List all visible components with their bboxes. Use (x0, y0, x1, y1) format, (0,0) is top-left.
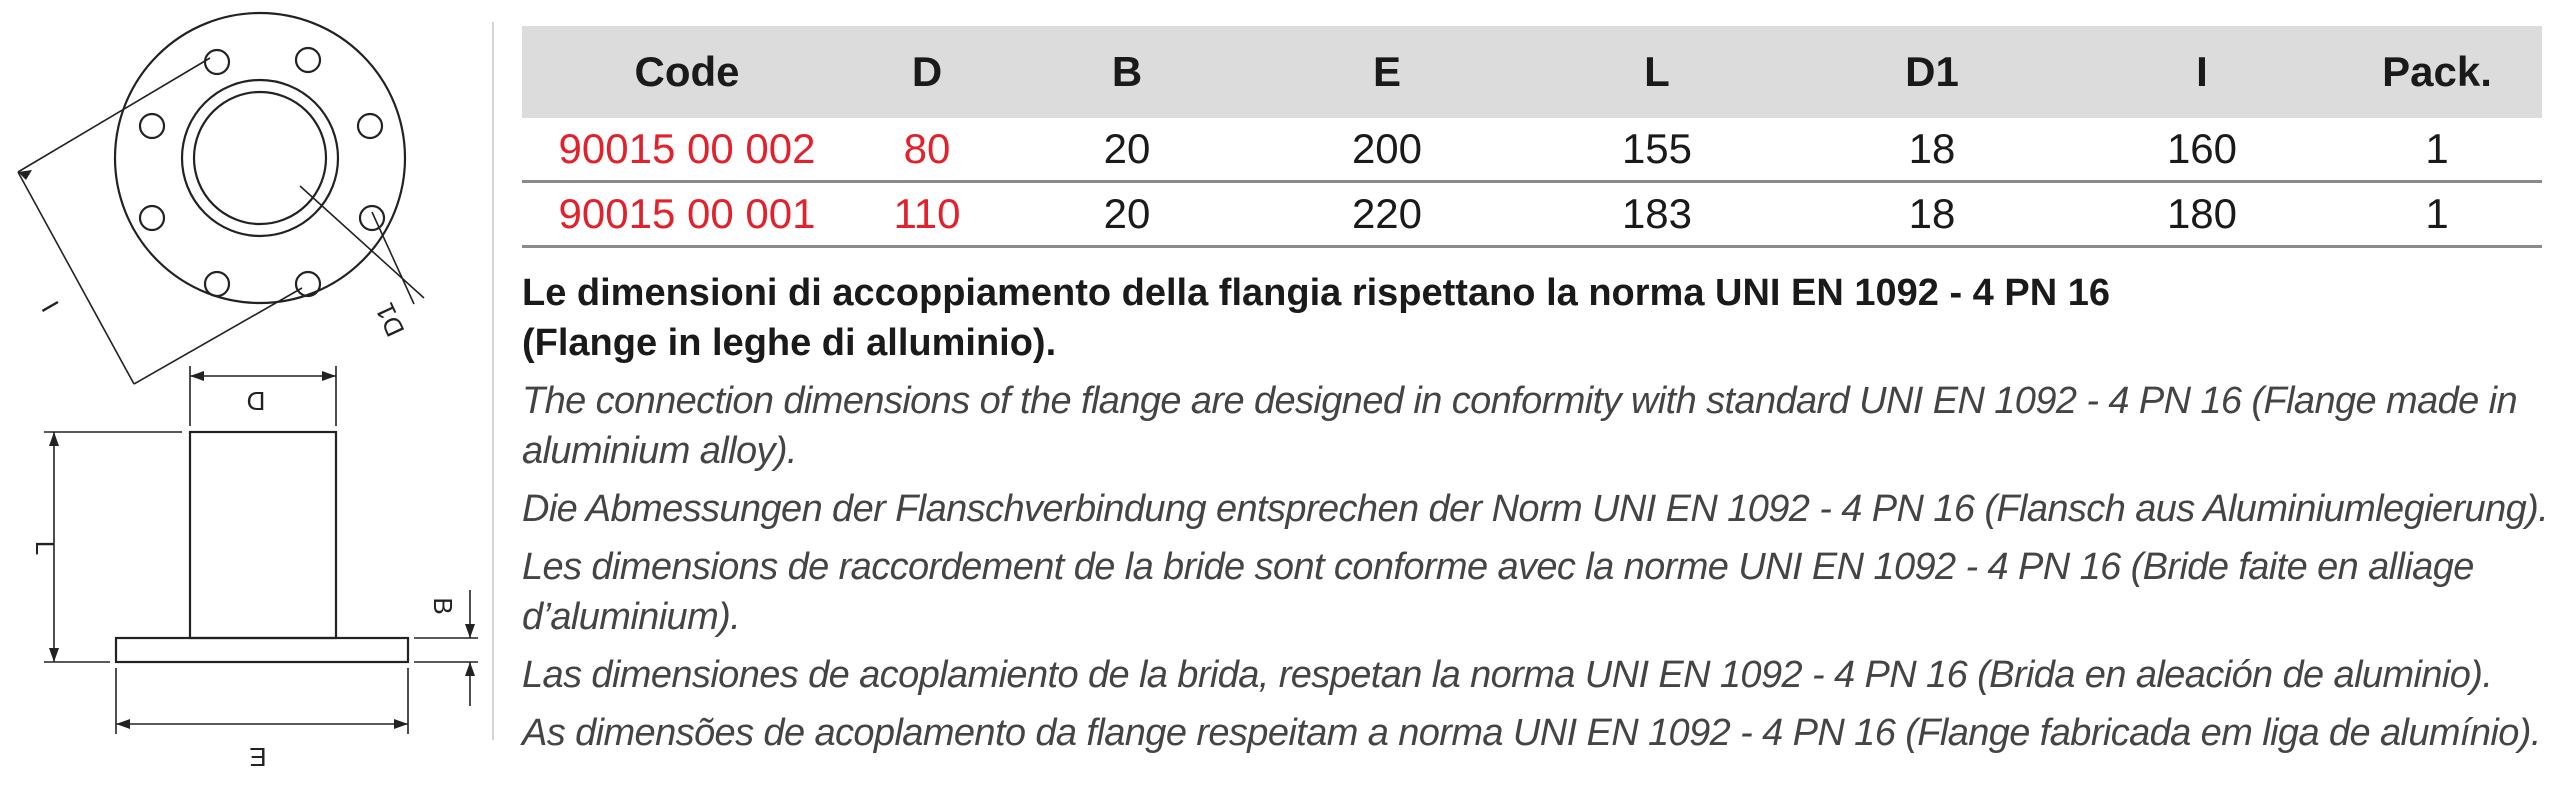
bolt-hole (140, 206, 164, 230)
dim-label-d1: D1 (369, 298, 411, 342)
note-italian (522, 268, 2552, 368)
header-l: L (1522, 26, 1792, 118)
header-pack: Pack. (2332, 26, 2542, 118)
vertical-divider (492, 22, 494, 740)
cell-e: 220 (1252, 182, 1522, 247)
bolt-hole (140, 114, 164, 138)
cell-pack: 1 (2332, 118, 2542, 182)
pipe-body (190, 432, 336, 638)
cell-d1: 18 (1792, 118, 2072, 182)
cell-i: 160 (2072, 118, 2332, 182)
bolt-hole (358, 114, 382, 138)
header-code: Code (522, 26, 852, 118)
dim-label-e: E (249, 742, 267, 772)
cell-l: 155 (1522, 118, 1792, 182)
table-row (522, 118, 2542, 182)
dim-label-b: B (428, 597, 458, 615)
bolt-hole (205, 272, 229, 296)
flange-plate (116, 638, 408, 662)
flange-technical-drawing (0, 0, 490, 786)
flange-bore-circle (194, 92, 326, 224)
cell-d: 110 (852, 182, 1002, 247)
bolt-hole (296, 272, 320, 296)
flange-hub-outer-circle (182, 80, 338, 236)
cell-code: 90015 00 002 (522, 118, 852, 182)
table-header-row (522, 26, 2542, 118)
dim-label-i: I (35, 295, 66, 318)
cell-l: 183 (1522, 182, 1792, 247)
cell-d1: 18 (1792, 182, 2072, 247)
note-german: Die Abmessungen der Flanschverbindung entsprechen der Norm UNI EN 1092 - 4 PN 16 (Flansch aus Aluminiumlegierung). (522, 488, 2549, 530)
bolt-hole (360, 206, 384, 230)
table-row (522, 182, 2542, 247)
note-english: The connection dimensions of the flange are designed in conformity with standard UNI EN 1092 - 4 PN 16 (Flange made in aluminium alloy). (522, 380, 2518, 472)
note-italian-line2: (Flange in leghe di alluminio). (522, 322, 1057, 364)
note-french: Les dimensions de raccordement de la bride sont conforme avec la norme UNI EN 1092 - 4 PN 16 (Bride faite en alliage d’aluminium). (522, 546, 2474, 638)
header-b: B (1002, 26, 1252, 118)
standard-notes (522, 256, 2552, 766)
header-i: I (2072, 26, 2332, 118)
dimensions-table (522, 26, 2542, 248)
cell-e: 200 (1252, 118, 1522, 182)
flange-outer-circle (115, 13, 405, 303)
bolt-hole (205, 50, 229, 74)
note-portuguese: As dimensões de acoplamento da flange respeitam a norma UNI EN 1092 - 4 PN 16 (Flange fabricada em liga de alumínio). (522, 712, 2541, 754)
dim-label-d: D (246, 386, 266, 416)
dimensions-table-container (522, 26, 2542, 248)
header-e: E (1252, 26, 1522, 118)
cell-i: 180 (2072, 182, 2332, 247)
bolt-hole (296, 48, 320, 72)
header-d: D (852, 26, 1002, 118)
cell-b: 20 (1002, 182, 1252, 247)
dim-label-l: L (30, 540, 60, 556)
cell-pack: 1 (2332, 182, 2542, 247)
cell-d: 80 (852, 118, 1002, 182)
header-d1: D1 (1792, 26, 2072, 118)
cell-b: 20 (1002, 118, 1252, 182)
cell-code: 90015 00 001 (522, 182, 852, 247)
note-spanish: Las dimensiones de acoplamiento de la brida, respetan la norma UNI EN 1092 - 4 PN 16 (Brida en aleación de aluminio). (522, 654, 2493, 696)
note-italian-line1: Le dimensioni di accoppiamento della flangia rispettano la norma UNI EN 1092 - 4 PN 16 (522, 272, 2110, 314)
